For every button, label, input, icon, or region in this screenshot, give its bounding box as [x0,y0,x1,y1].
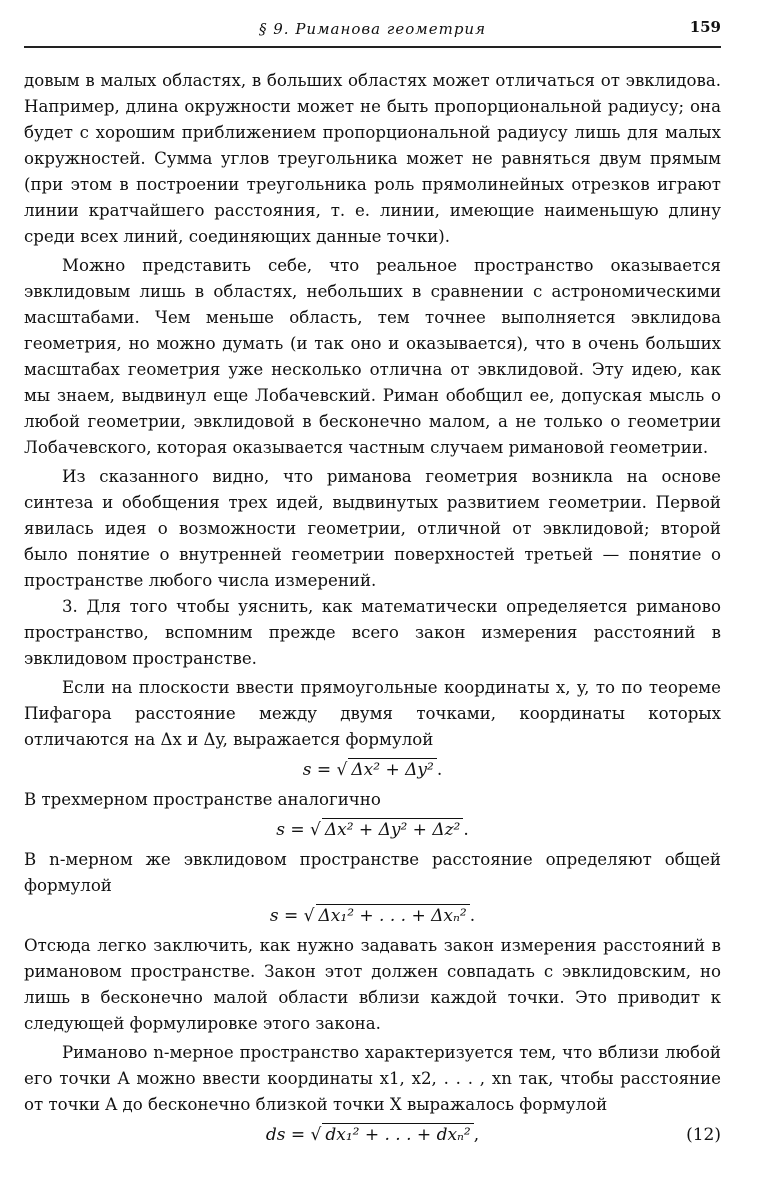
formula-radicand: Δx₁² + . . . + Δxₙ² [316,904,470,927]
formula-lhs: s [269,906,279,926]
paragraph-4: 3. Для того чтобы уяснить, как математически определяется риманово пространство, вспомним прежде всего закон измерения расстояний в эвклидовом пространстве. [24,597,721,668]
formula-radicand: dx₁² + . . . + dxₙ² [322,1123,473,1146]
paragraph-2: Можно представить себе, что реальное пространство оказывается эвклидовым лишь в областях, небольших в сравнении с астрономическими масштабами. Чем меньше область, тем точнее выполняется эвклидова геометрия, но можно думать (и так оно и оказывается), что в очень больших масштабах геометрия уже несколько отлична от эвклидовой. Эту идею, как мы знаем, выдвинул еще Лобачевский. Риман обобщил ее, допуская мысль о любой геометрии, эвклидовой в бесконечно малом, а не только о геометрии Лобачевского, которая оказывается частным случаем римановой геометрии. [24,256,721,457]
paragraph-3: Из сказанного видно, что риманова геометрия возникла на основе синтеза и обобщения трех идей, выдвинутых развитием геометрии. Первой явилась идея о возможности геометрии, отличной от эвклидовой; второй было понятие о внутренней геометрии поверхностей третьей — понятие о пространстве любого числа измерений. [24,467,721,590]
formula-3d-distance: s = √ Δx² + Δy² + Δz² . [276,820,469,840]
paragraph-6: В трехмерном пространстве аналогично [24,790,381,809]
page-body [24,68,721,1152]
paragraph-9: Риманово n-мерное пространство характеризуется тем, что вблизи любой его точки A можно ввести координаты x1, x2, . . . , xn так, чтобы расстояние от точки A до бесконечно близкой точки X выражалось формулой [24,1043,721,1114]
running-header [24,16,721,48]
section-title: § 9. Риманова геометрия [258,20,487,38]
formula-lhs: ds [265,1125,286,1145]
formula-nd-distance: s = √ Δx₁² + . . . + Δxₙ² . [269,906,476,926]
paragraph-7: В n-мерном же эвклидовом пространстве расстояние определяют общей формулой [24,850,721,895]
page-number: 159 [689,18,721,36]
paragraph-8: Отсюда легко заключить, как нужно задавать закон измерения расстояний в римановом пространстве. Закон этот должен совпадать с эвклидовским, но лишь в бесконечно малой области вблизи каждой точки. Это приводит к следующей формулировке этого закона. [24,936,721,1033]
formula-2d-distance: s = √ Δx² + Δy² . [302,760,443,780]
formula-lhs: s [276,820,285,840]
paragraph-5: Если на плоскости ввести прямоугольные координаты x, y, то по теореме Пифагора расстояние между двумя точками, координаты которых отличаются на Δx и Δy, выражается формулой [24,678,721,749]
equation-number: (12) [686,1125,721,1145]
formula-radicand: Δx² + Δy² + Δz² [322,818,464,841]
formula-radicand: Δx² + Δy² [348,758,436,781]
formula-lhs: s [302,760,312,780]
paragraph-1: довым в малых областях, в больших областях может отличаться от эвклидова. Например, длина окружности может не быть пропорциональной радиусу; она будет с хорошим приближением пропорциональной радиусу лишь для малых окружностей. Сумма углов треугольника может не равняться двум прямым (при этом в построении треугольника роль прямолинейных отрезков играют линии кратчайшего расстояния, т. е. линии, имеющие наименьшую длину среди всех линий, соединяющих данные точки). [24,71,721,246]
formula-riemann-metric: ds = √ dx₁² + . . . + dxₙ² , (12) [24,1118,721,1152]
